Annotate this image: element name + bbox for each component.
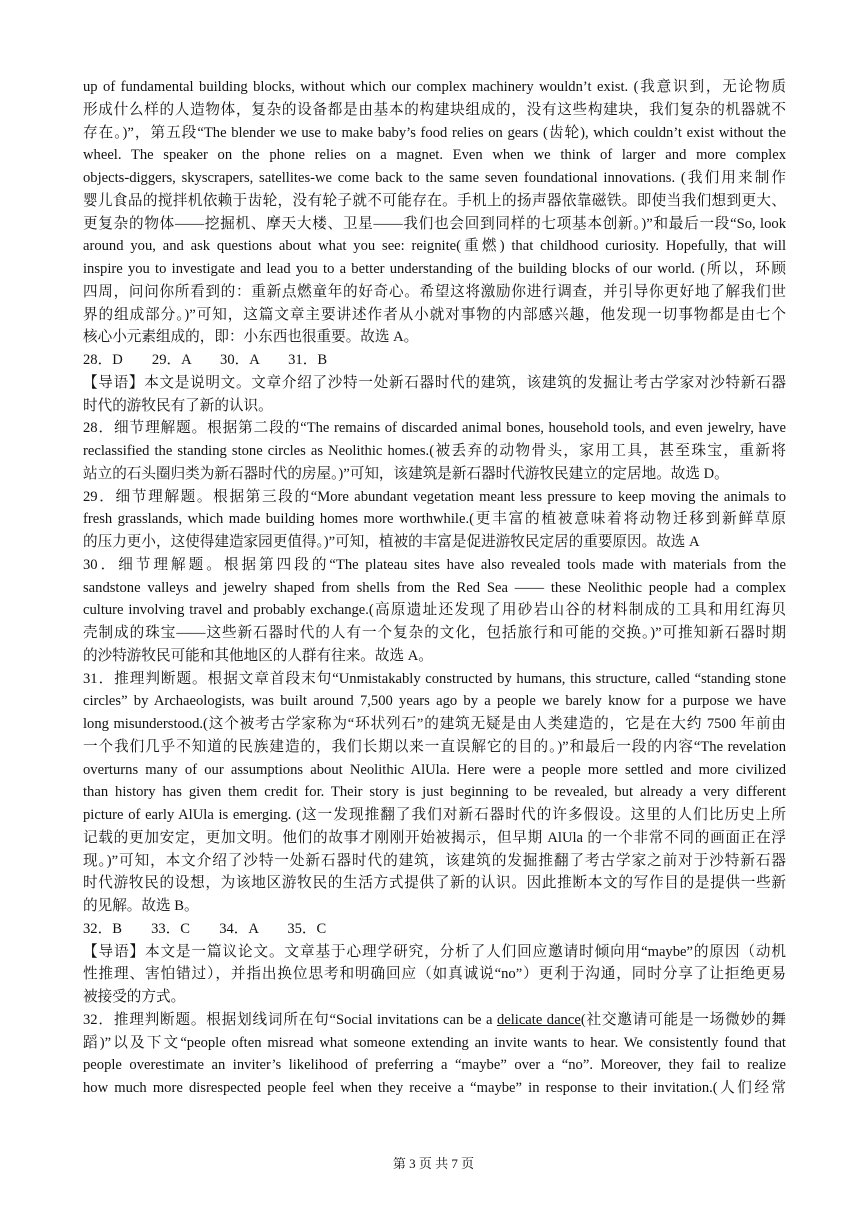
text-line: 现。)”可知，本文介绍了沙特一处新石器时代的建筑，该建筑的发掘推翻了考古学家之前对于沙特新石器 bbox=[83, 852, 786, 869]
text-line: around you, and ask questions about what you see: reignite(重燃) that childhood curiosity. Hopefully, that will bbox=[83, 238, 786, 255]
line-text-after: (社交邀请可能是一场微妙的舞 bbox=[580, 1011, 786, 1028]
text-line: 的沙特游牧民可能和其他地区的人群有往来。故选 A。 bbox=[83, 647, 433, 664]
text-line: 30．细节理解题。根据第四段的“The plateau sites have also revealed tools made with materials from the bbox=[83, 556, 786, 573]
text-line: 【导语】本文是一篇议论文。文章基于心理学研究，分析了人们回应邀请时倾向用“maybe”的原因（动机 bbox=[83, 943, 786, 960]
text-line: 四周，问问你所看到的：重新点燃童年的好奇心。希望这将激励你进行调查，并引导你更好地了解我们世 bbox=[83, 283, 786, 300]
text-line: wheel. The speaker on the phone relies on a magnet. Even when we think of larger and more complex bbox=[83, 147, 786, 164]
text-line: 被接受的方式。 bbox=[83, 989, 186, 1005]
text-line: 28．D 29．A 30．A 31．B bbox=[83, 352, 328, 368]
text-line: sandstone valleys and jewelry shaped from shells from the Red Sea —— these Neolithic people had a complex bbox=[83, 579, 786, 596]
text-line: 蹈)”以及下文“people often misread what someone extending an invite wants to hear. We consistently found that bbox=[83, 1034, 786, 1051]
text-line: 32．B 33．C 34．A 35．C bbox=[83, 920, 327, 937]
text-line: overturns many of our assumptions about Neolithic AlUla. Here were a people more settled and more civilized bbox=[83, 761, 786, 778]
text-line: long misunderstood.(这个被考古学家称为“环状列石”的建筑无疑是由人类建造的，它是在大约 7500 年前由 bbox=[83, 716, 786, 732]
text-line: 的压力更小，这使得建造家园更值得。)”可知，植被的丰富是促进游牧民定居的重要原因。故选 A bbox=[83, 534, 700, 550]
text-line: 存在。)”，第五段“The blender we use to make baby’s food relies on gears (齿轮), which couldn’t exist without the bbox=[83, 124, 786, 141]
text-line: culture involving travel and probably exchange.(高原遗址还发现了用砂岩山谷的材料制成的工具和用红海贝 bbox=[83, 602, 786, 619]
text-line: inspire you to investigate and lead you to a better understanding of the building blocks of our world. (所以，环顾 bbox=[83, 261, 786, 277]
text-line: circles” by Archaeologists, was built around 7,500 years ago by a people we barely know for a purpose we have bbox=[83, 693, 786, 710]
text-line: picture of early AlUla is emerging. (这一发现推翻了我们对新石器时代的许多假设。这里的人们比历史上所 bbox=[83, 807, 786, 823]
text-line: 站立的石头圈归类为新石器时代的房屋。)”可知，该建筑是新石器时代游牧民建立的定居地。故选 D。 bbox=[83, 465, 729, 482]
text-line: 界的组成部分。)”可知，这篇文章主要讲述作者从小就对事物的内部感兴趣，他发现一切事物都是由七个 bbox=[83, 306, 786, 323]
text-line: 一个我们几乎不知道的民族建造的，我们长期以来一直误解它的目的。)”和最后一段的内容“The revelation bbox=[83, 738, 786, 755]
text-line bbox=[83, 1009, 786, 1032]
text-line: reclassified the standing stone circles as Neolithic homes.(被丢弃的动物骨头，家用工具，甚至珠宝，重新将 bbox=[83, 443, 786, 459]
text-line: 时代游牧民的设想，为该地区游牧民的生活方式提供了新的认识。因此推断本文的写作目的是提供一些新 bbox=[83, 875, 786, 892]
text-line: 婴儿食品的搅拌机依赖于齿轮，没有轮子就不可能存在。手机上的扬声器依靠磁铁。即使当我们想到更大、 bbox=[83, 192, 786, 209]
line-text-before: 32．推理判断题。根据划线词所在句“Social invitations can be a bbox=[83, 1011, 497, 1028]
text-line: 壳制成的珠宝——这些新石器时代的人有一个复杂的文化，包括旅行和可能的交换。)”可推知新石器时期 bbox=[83, 625, 786, 641]
text-line: 性推理、害怕错过），并指出换位思考和明确回应（如真诚说“no”）更利于沟通，同时分享了让拒绝更易 bbox=[83, 966, 786, 983]
text-line: up of fundamental building blocks, without which our complex machinery wouldn’t exist. (我意识到，无论物质 bbox=[83, 79, 786, 95]
text-line: people overestimate an inviter’s likelihood of preferring a “maybe” over a “no”. Moreover, they fail to realize bbox=[83, 1057, 786, 1074]
text-line: 【导语】本文是说明文。文章介绍了沙特一处新石器时代的建筑，该建筑的发掘让考古学家对沙特新石器 bbox=[83, 374, 786, 391]
text-line: 28．细节理解题。根据第二段的“The remains of discarded animal bones, household tools, and even jewelry, have bbox=[83, 420, 786, 437]
underlined-phrase: delicate dance bbox=[496, 1011, 581, 1028]
text-line: 记载的更加安定，更加文明。他们的故事才刚刚开始被揭示，但早期 AlUla 的一个非常不同的画面正在浮 bbox=[83, 829, 786, 846]
answer-explanation-text bbox=[83, 76, 786, 1100]
text-line: 更复杂的物体——挖掘机、摩天大楼、卫星——我们也会回到同样的七项基本创新。)”和最后一段“So, look bbox=[83, 215, 786, 232]
text-line: 核心小元素组成的，即：小东西也很重要。故选 A。 bbox=[83, 329, 419, 346]
text-line: 31．推理判断题。根据文章首段末句“Unmistakably constructed by humans, this structure, called “standing stone bbox=[83, 670, 786, 687]
text-line: objects-diggers, skyscrapers, satellites-we come back to the same seven foundational innovations. (我们用来制作 bbox=[83, 170, 786, 186]
text-line: how much more disrespected people feel when they receive a “maybe” in response to their invitation.(人们经常 bbox=[83, 1080, 786, 1096]
text-line: than history has given them credit for. Their story is just beginning to be revealed, but already a very different bbox=[83, 784, 786, 801]
page-footer: 第 3 页 共 7 页 bbox=[392, 1156, 475, 1171]
text-line: 的见解。故选 B。 bbox=[83, 898, 199, 914]
text-line: 29．细节理解题。根据第三段的“More abundant vegetation meant less pressure to keep moving the animals to bbox=[83, 488, 786, 505]
text-line: 时代的游牧民有了新的认识。 bbox=[83, 397, 273, 414]
text-line: fresh grasslands, which made building homes more worthwhile.(更丰富的植被意味着将动物迁移到新鲜草原 bbox=[83, 511, 786, 528]
text-line: 形成什么样的人造物体，复杂的设备都是由基本的构建块组成的，没有这些构建块，我们复杂的机器就不 bbox=[83, 101, 786, 118]
